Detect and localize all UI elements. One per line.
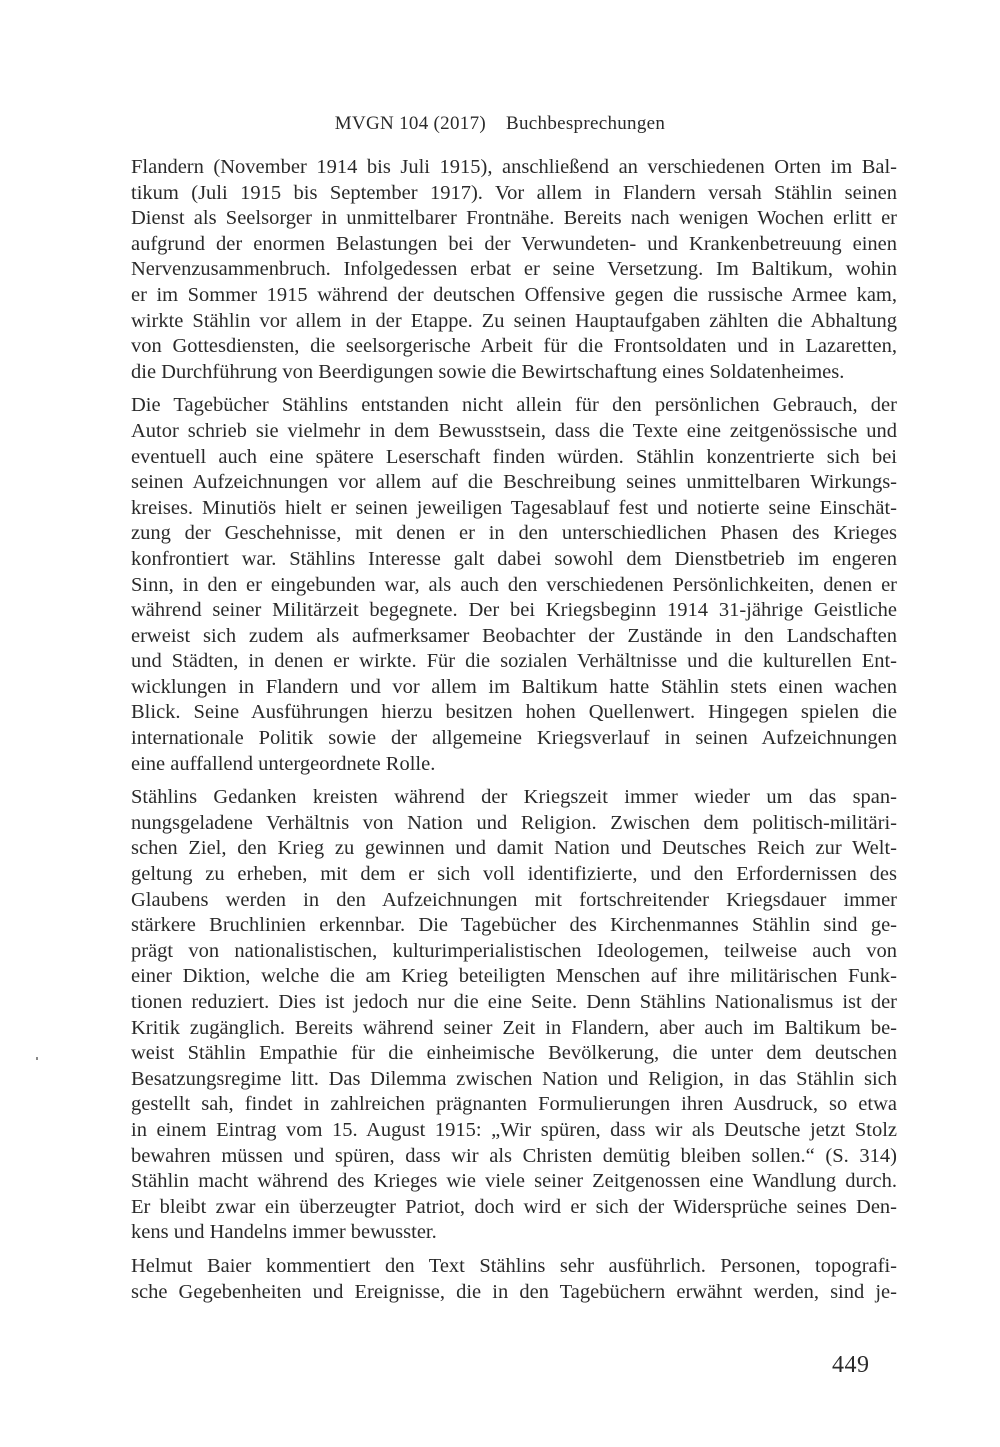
text-line: einer Diktion, welche die am Krieg beteiligten Menschen auf ihre militärischen Funk- [131,965,897,988]
text-line: er im Sommer 1915 während der deutschen Offensive gegen die russische Armee kam, [131,283,897,306]
text-line: und Städten, in denen er wirkte. Für die sozialen Verhältnisse und die kulturellen Ent- [131,650,897,673]
text-line: Die Tagebücher Stählins entstanden nicht allein für den persönlichen Gebrauch, der [131,394,897,417]
text-line: kens und Handelns immer bewusster. [131,1221,437,1244]
text-line: prägt von nationalistischen, kulturimperialistischen Ideologemen, teilweise auch von [131,939,897,962]
margin-speck [36,1057,38,1060]
text-line: die Durchführung von Beerdigungen sowie die Bewirtschaftung eines Soldatenheimes. [131,360,845,383]
text-line: kreises. Minutiös hielt er seinen jeweiligen Tagesablauf fest und notierte seine Einschät- [131,496,897,519]
page-number: 449 [832,1352,870,1378]
text-line: Blick. Seine Ausführungen hierzu besitzen hohen Quellenwert. Hingegen spielen die [131,701,897,724]
text-line: sche Gegebenheiten und Ereignisse, die in den Tagebüchern erwähnt werden, sind je- [131,1280,897,1303]
text-line: wicklungen in Flandern und vor allem im Baltikum hatte Stählin stets einen wachen [131,675,897,698]
text-line: eventuell auch eine spätere Leserschaft finden würden. Stählin konzentrierte sich bei [131,445,897,468]
text-line: Besatzungsregime litt. Das Dilemma zwischen Nation und Religion, in das Stählin sich [131,1067,897,1090]
text-line: stärkere Bruchlinien erkennbar. Die Tagebücher des Kirchenmannes Stählin sind ge- [131,914,897,937]
text-line: während seiner Militärzeit begegnete. Der bei Kriegsbeginn 1914 31-jährige Geistliche [131,599,897,622]
text-line: aufgrund der enormen Belastungen bei der Verwundeten- und Krankenbetreuung einen [131,232,897,255]
paragraph [131,1254,897,1305]
paragraph [131,155,897,385]
text-line: Flandern (November 1914 bis Juli 1915), anschließend an verschiedenen Orten im Bal- [131,156,897,178]
text-line: von Gottesdiensten, die seelsorgerische Arbeit für die Frontsoldaten und in Lazaretten, [131,335,897,358]
text-line: konfrontiert war. Stählins Interesse galt dabei sowohl dem Dienstbetrieb im engeren [131,547,897,570]
text-line: eine auffallend untergeordnete Rolle. [131,752,436,775]
paragraph [131,785,897,1246]
section-title: Buchbesprechungen [506,113,666,134]
text-line: nungsgeladene Verhältnis von Nation und Religion. Zwischen dem politisch-militäri- [131,811,897,834]
running-header [0,113,1000,135]
text-line: Stählins Gedanken kreisten während der Kriegszeit immer wieder um das span- [131,786,897,809]
text-line: in einem Eintrag vom 15. August 1915: „Wir spüren, dass wir als Deutsche jetzt Stolz [131,1118,897,1141]
text-line: internationale Politik sowie der allgemeine Kriegsverlauf in seinen Aufzeichnungen [131,727,897,750]
text-line: schen Ziel, den Krieg zu gewinnen und damit Nation und Deutsches Reich zur Welt- [131,837,897,860]
text-line: Nervenzusammenbruch. Infolgedessen erbat er seine Versetzung. Im Baltikum, wohin [131,258,897,281]
text-line: erweist sich zudem als aufmerksamer Beobachter der Zustände in den Landschaften [131,624,897,647]
text-line: Stählin macht während des Krieges wie viele seiner Zeitgenossen eine Wandlung durch. [131,1170,897,1193]
text-line: zung der Geschehnisse, mit denen er in den unterschiedlichen Phasen des Krieges [131,522,897,545]
text-line: Glaubens werden in den Aufzeichnungen mit fortschreitender Kriegsdauer immer [131,888,897,911]
text-line: geltung zu erheben, mit dem er sich voll identifizierte, und den Erfordernissen des [131,863,897,886]
journal-reference: MVGN 104 (2017) [334,113,487,134]
text-line: bewahren müssen und spüren, dass wir als Christen demütig bleiben sollen.“ (S. 314) [131,1144,897,1167]
text-line: tionen reduziert. Dies ist jedoch nur die eine Seite. Denn Stählins Nationalismus ist der [131,991,897,1013]
text-line: gestellt sah, findet in zahlreichen prägnanten Formulierungen ihren Ausdruck, so etwa [131,1093,897,1116]
body-text [131,155,897,1305]
text-line: Helmut Baier kommentiert den Text Stählins sehr ausführlich. Personen, topografi- [131,1254,897,1277]
text-line: Kritik zugänglich. Bereits während seiner Zeit in Flandern, aber auch im Baltikum be- [131,1016,897,1039]
text-line: seinen Aufzeichnungen vor allem auf die Beschreibung seines unmittelbaren Wirkungs- [131,471,897,494]
text-line: Autor schrieb sie vielmehr in dem Bewusstsein, dass die Texte eine zeitgenössische und [131,419,897,442]
text-line: Dienst als Seelsorger in unmittelbarer Frontnähe. Bereits nach wenigen Wochen erlitt er [131,207,897,230]
text-line: weist Stählin Empathie für die einheimische Bevölkerung, die unter dem deutschen [131,1042,897,1065]
text-line: wirkte Stählin vor allem in der Etappe. Zu seinen Hauptaufgaben zählten die Abhaltung [131,309,897,332]
text-line: Sinn, in den er eingebunden war, als auch den verschiedenen Persönlichkeiten, denen er [131,573,897,596]
paragraph [131,393,897,777]
text-line: tikum (Juli 1915 bis September 1917). Vor allem in Flandern versah Stählin seinen [131,181,897,204]
text-line: Er bleibt zwar ein überzeugter Patriot, doch wird er sich der Widersprüche seines Den- [131,1195,897,1218]
